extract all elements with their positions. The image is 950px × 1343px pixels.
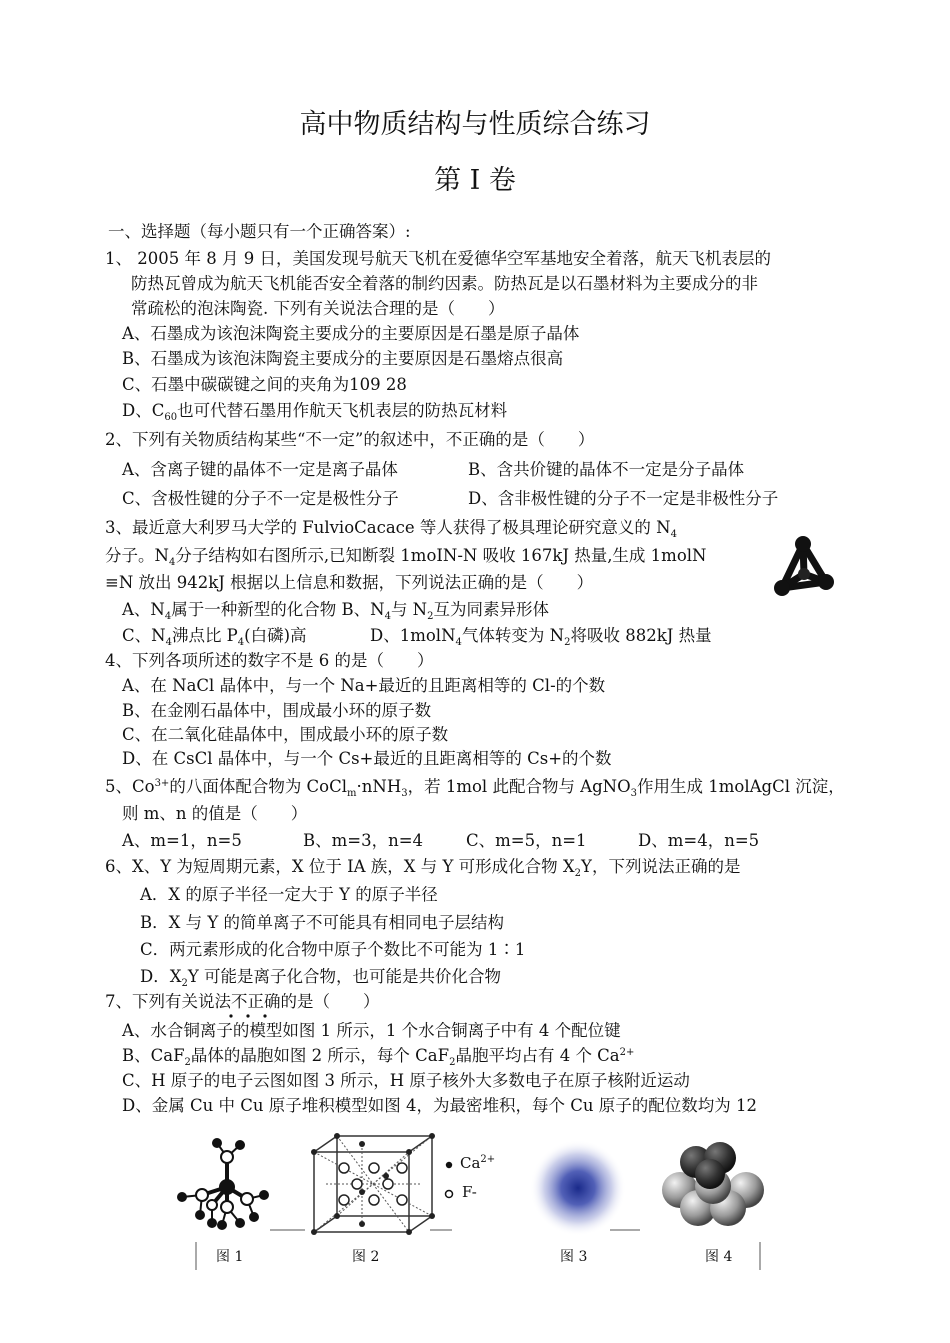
q7-option-c: C、H 原子的电子云图如图 3 所示，H 原子核外大多数电子在原子核附近运动 [122,1071,690,1090]
q1-line1: 1、 2005 年 8 月 9 日，美国发现号航天飞机在爱德华空军基地安全着落，航天飞机表层的 [105,249,771,268]
q4-option-d: D、在 CsCl 晶体中，与一个 Cs+最近的且距离相等的 Cs+的个数 [122,749,612,768]
q7-option-b: B、CaF$_2$晶体的晶胞如图 2 所示，每个 CaF$_2$晶胞平均占有 4 个 $Ca^{2+}$ [122,1046,635,1068]
q5-option-a: A、m=1，n=5 [122,831,242,850]
q5-stem: 5、$Co^{3+}$的八面体配合物为 CoCl$_m$·nNH$_3$，若 1mol 此配合物与 AgNO$_3$作用生成 1molAgCl 沉淀， [105,777,845,799]
q6-option-a: A．X 的原子半径一定大于 Y 的原子半径 [140,885,438,904]
emphasis-dots [226,1012,286,1020]
q4-option-c: C、在二氧化硅晶体中，围成最小环的原子数 [122,725,449,744]
q2-option-a: A、含离子键的晶体不一定是离子晶体 [122,460,398,479]
q5-option-c: C、m=5，n=1 [466,831,587,850]
q3-option-d: D、1molN$_4$气体转变为 $N_2$将吸收 882kJ 热量 [370,626,712,648]
n4-molecule-figure [770,530,850,610]
q3-option-a: A、$N_4$属于一种新型的化合物 B、$N_4$与 $N_2$互为同素异形体 [122,600,549,622]
q5-option-b: B、m=3，n=4 [303,831,424,850]
q1-line2: 防热瓦曾成为航天飞机能否安全着落的制约因素。防热瓦是以石墨材料为主要成分的非 [131,274,758,293]
q6-option-b: B．X 与 Y 的简单离子不可能具有相同电子层结构 [140,913,504,932]
q2-option-c: C、含极性键的分子不一定是极性分子 [122,489,399,508]
figure-2-caption: 图 2 [352,1249,380,1265]
f-ion-legend-icon [444,1189,454,1199]
q3-line1: 3、最近意大利罗马大学的 FulvioCacace 等人获得了极具理论研究意义的 $N_4$ [105,518,677,540]
figure-1-caption: 图 1 [216,1249,244,1265]
q5-option-d: D、m=4，n=5 [638,831,760,850]
q2-option-d: D、含非极性键的分子不一定是非极性分子 [468,489,779,508]
q7-option-a: A、水合铜离子的模型如图 1 所示，1 个水合铜离子中有 4 个配位键 [122,1021,621,1040]
q1-option-b: B、石墨成为该泡沫陶瓷主要成分的主要原因是石墨熔点很高 [122,349,564,368]
q6-option-c: C．两元素形成的化合物中原子个数比不可能为 1∶1 [140,940,526,959]
figure-2-caf2-unit-cell [302,1130,452,1240]
figure-3-electron-cloud [528,1138,628,1238]
q3-line2: 分子。$N_4$分子结构如右图所示,已知断裂 1moIN-N 吸收 167kJ 热量,生成 1molN [105,546,707,568]
q7-stem: 7、下列有关说法不正确的是（ ） [105,992,380,1011]
q2-option-b: B、含共价键的晶体不一定是分子晶体 [468,460,745,479]
q2-stem: 2、下列有关物质结构某些“不一定”的叙述中，不正确的是（ ） [105,430,595,449]
q6-stem: 6、X、Y 为短周期元素，X 位于 IA 族，X 与 Y 可形成化合物 $X_2Y$，下列说法正确的是 [105,857,741,879]
q4-option-a: A、在 NaCl 晶体中，与一个 Na+最近的且距离相等的 Cl-的个数 [122,676,606,695]
q3-option-c: C、$N_4$沸点比 $P_4$(白磷)高 [122,626,307,648]
q5-line2: 则 m、n 的值是（ ） [122,804,308,823]
q6-option-d: D．$X_2Y$ 可能是离子化合物，也可能是共价化合物 [140,967,501,989]
figure-frame-lines [190,1228,790,1278]
q1-option-a: A、石墨成为该泡沫陶瓷主要成分的主要原因是石墨是原子晶体 [122,324,580,343]
ca-ion-legend-icon [444,1160,454,1170]
q7-option-d: D、金属 Cu 中 Cu 原子堆积模型如图 4，为最密堆积，每个 Cu 原子的配位数均为 12 [122,1096,757,1115]
q4-stem: 4、下列各项所述的数字不是 6 的是（ ） [105,651,434,670]
ca-ion-legend-label: $Ca^{2+}$ [460,1154,496,1172]
figure-4-caption: 图 4 [705,1249,733,1265]
figure-1-hydrated-copper-ion [172,1135,272,1235]
figure-4-close-packing-model [658,1138,768,1233]
q1-line3: 常疏松的泡沫陶瓷. 下列有关说法合理的是（ ） [131,299,505,318]
q4-option-b: B、在金刚石晶体中，围成最小环的原子数 [122,701,432,720]
q3-line3: ≡N 放出 942kJ 根据以上信息和数据，下列说法正确的是（ ） [105,573,594,592]
f-ion-legend-label: F- [462,1183,477,1201]
volume-title: 第 I 卷 [434,165,516,196]
figure-3-caption: 图 3 [560,1249,588,1265]
q1-option-d: D、$C_{60}$也可代替石墨用作航天飞机表层的防热瓦材料 [122,401,508,423]
page-title: 高中物质结构与性质综合练习 [299,109,651,140]
section-heading: 一、选择题（每小题只有一个正确答案）: [108,222,411,241]
q1-option-c: C、石墨中碳碳键之间的夹角为109 28 [122,375,407,394]
